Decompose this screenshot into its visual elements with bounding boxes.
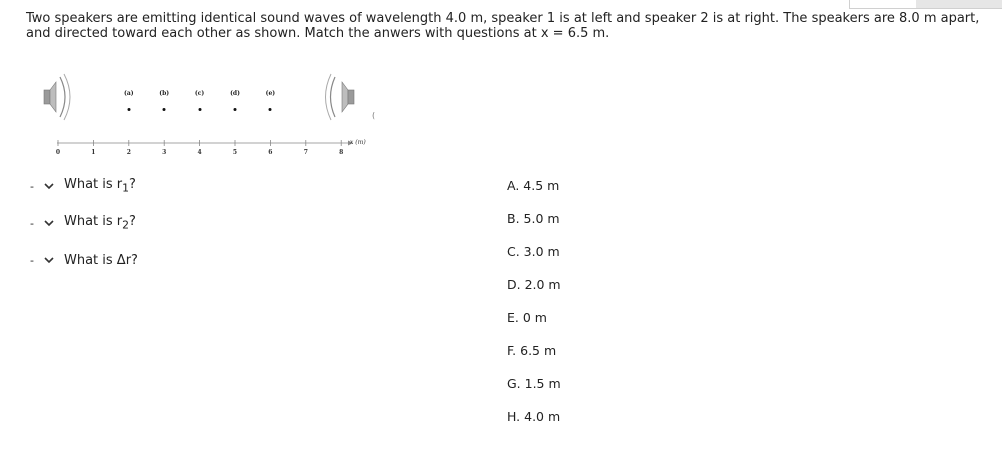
match-row-r1 bbox=[29, 177, 136, 195]
answer-option-h: H. 4.0 m bbox=[507, 409, 561, 424]
match-row-delta-r bbox=[29, 251, 138, 269]
question-text: Two speakers are emitting identical sound waves of wavelength 4.0 m, speaker 1 is at left and speaker 2 is at right. The speakers are 8.0 m apart, and directed toward each other as shown. Match the anwers with questions at x = 6.5 m. bbox=[26, 11, 980, 41]
tick-label: 2 bbox=[126, 149, 131, 156]
answer-dropdown-r1[interactable] bbox=[29, 178, 60, 194]
dropdown-value: - bbox=[30, 253, 34, 267]
speaker-1-icon bbox=[44, 74, 70, 120]
point-marker bbox=[127, 108, 130, 111]
chevron-down-icon bbox=[44, 255, 56, 265]
axis-unit-label: x (m) bbox=[350, 139, 366, 146]
question-label-delta-r bbox=[64, 253, 138, 268]
label-subscript: 1 bbox=[122, 181, 130, 195]
top-bar bbox=[849, 0, 1002, 9]
point-marker bbox=[269, 108, 272, 111]
figure-drawing bbox=[30, 63, 380, 163]
paren-mark: ( bbox=[372, 111, 376, 120]
label-subscript: 2 bbox=[122, 218, 130, 232]
question-label-r1 bbox=[64, 177, 136, 195]
answer-option-f: F. 6.5 m bbox=[507, 343, 557, 358]
label-suffix: ? bbox=[129, 177, 136, 193]
dropdown-value: - bbox=[30, 216, 34, 230]
chevron-down-icon bbox=[44, 218, 56, 228]
answer-option-b: B. 5.0 m bbox=[507, 211, 560, 226]
answer-option-c: C. 3.0 m bbox=[507, 244, 560, 259]
tick-label: 0 bbox=[55, 149, 61, 156]
point-label: (c) bbox=[194, 90, 205, 97]
question-label-r2 bbox=[64, 214, 136, 232]
label-prefix: What is r bbox=[64, 214, 123, 230]
speaker-figure bbox=[30, 63, 380, 163]
answer-option-e: E. 0 m bbox=[507, 310, 547, 325]
dropdown-value: - bbox=[30, 179, 34, 193]
point-marker bbox=[163, 108, 166, 111]
answer-dropdown-delta-r[interactable] bbox=[29, 252, 60, 268]
point-label: (d) bbox=[230, 90, 240, 97]
label-suffix: ? bbox=[129, 214, 136, 230]
tick-label: 4 bbox=[197, 149, 202, 156]
answer-option-g: G. 1.5 m bbox=[507, 376, 561, 391]
match-row-r2 bbox=[29, 214, 136, 232]
tick-label: 1 bbox=[91, 149, 96, 156]
label-prefix: What is Δr? bbox=[64, 252, 138, 268]
point-label: (b) bbox=[159, 90, 170, 97]
tick-label: 6 bbox=[268, 149, 273, 156]
tick-label: 7 bbox=[303, 149, 308, 156]
point-marker bbox=[198, 108, 201, 111]
answer-option-d: D. 2.0 m bbox=[507, 277, 561, 292]
chevron-down-icon bbox=[44, 181, 56, 191]
point-marker bbox=[234, 108, 237, 111]
point-label: (a) bbox=[124, 90, 134, 97]
answer-option-a: A. 4.5 m bbox=[507, 178, 560, 193]
tick-label: 8 bbox=[339, 149, 344, 156]
tick-label: 3 bbox=[162, 149, 167, 156]
point-label: (e) bbox=[265, 90, 276, 97]
top-bar-fill bbox=[916, 0, 1002, 8]
speaker-2-icon bbox=[326, 74, 355, 120]
answer-dropdown-r2[interactable] bbox=[29, 215, 60, 231]
label-prefix: What is r bbox=[64, 177, 123, 193]
tick-label: 5 bbox=[232, 149, 238, 156]
